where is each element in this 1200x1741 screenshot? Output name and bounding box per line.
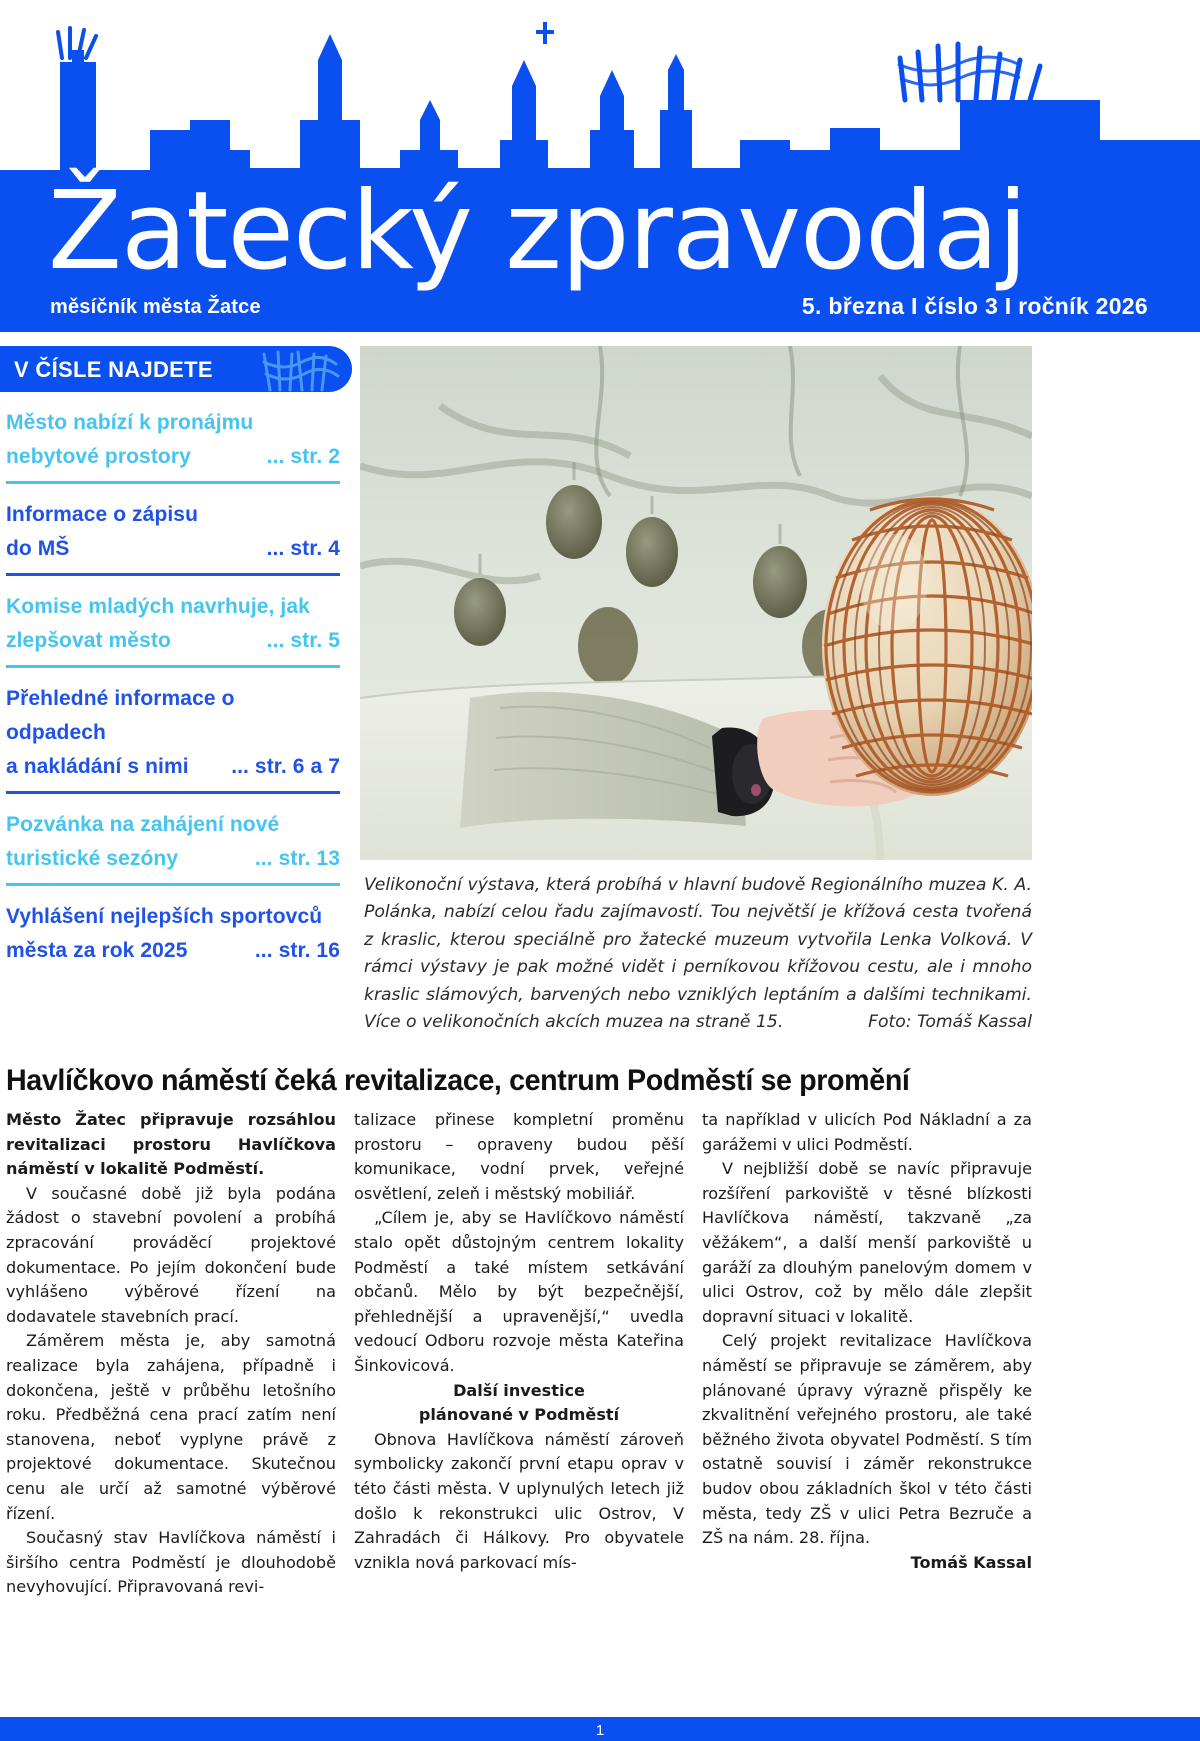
toc-item-line2: turistické sezóny	[6, 847, 179, 870]
toc-item-page: ... str. 13	[254, 847, 340, 870]
toc-divider	[6, 791, 340, 794]
toc-list	[0, 406, 352, 968]
photo-credit: Foto: Tomáš Kassal	[868, 1012, 1032, 1033]
toc-item-line1: Informace o zápisu	[6, 503, 199, 526]
publication-title: Žatecký zpravodaj	[48, 169, 1027, 294]
article-paragraph: ta například v ulicích Pod Nákladní a za garážemi v ulici Podměstí.	[702, 1110, 1032, 1154]
toc-item[interactable]	[0, 682, 352, 794]
toc-divider	[6, 665, 340, 668]
article-column-1	[6, 1108, 336, 1708]
article-paragraph: talizace přinese kompletní proměnu prostoru – opraveny budou pěší komunikace, vodní prvek, veřejné osvětlení, zeleň i městský mobiliář.	[354, 1110, 684, 1203]
article-paragraph: Současný stav Havlíčkova náměstí i širšího centra Podměstí je dlouhodobě nevyhovující. Připravovaná revi-	[6, 1528, 336, 1597]
lead-photo	[360, 346, 1032, 860]
photo-caption-text: Velikonoční výstava, která probíhá v hlavní budově Regionálního muzea K. A. Polánka, nabízí celou řadu zajímavostí. Tou největší je křížová cesta tvořená z kraslic, kterou speciálně pro žatecké muzeum vytvořila Lenka Volková. V rámci výstavy je pak možné vidět i perníkovou křížovou cestu, ale i mnoho kraslic slámových, barvených nebo vzniklých leptáním a dalšími technikami. Více o velikonočních akcích muzea na straně 15.	[364, 875, 1032, 1033]
table-of-contents	[0, 346, 352, 974]
toc-item[interactable]	[0, 808, 352, 886]
article-paragraph: Město Žatec připravuje rozsáhlou revitalizaci prostoru Havlíčkova náměstí v lokalitě Podměstí.	[6, 1110, 336, 1179]
toc-heading-label: V ČÍSLE NAJDETE	[14, 357, 213, 382]
photo-caption	[364, 872, 1032, 1036]
toc-item-line2: a nakládání s nimi	[6, 755, 189, 778]
article-paragraph: „Cílem je, aby se Havlíčkovo náměstí stalo opět důstojným centrem lokality Podměstí a také místem setkávání občanů. Mělo by být bezpečnější, přehlednější a upravenější,“ uvedla vedoucí Odboru rozvoje města Kateřina Šinkovicová.	[354, 1208, 684, 1375]
article-author: Tomáš Kassal	[910, 1552, 1032, 1572]
toc-item[interactable]	[0, 590, 352, 668]
easter-egg-photo	[360, 346, 1032, 860]
hop-vine-icon	[256, 346, 342, 392]
article-column-2	[354, 1108, 684, 1708]
toc-item-page: ... str. 6 a 7	[231, 755, 340, 778]
article-column-3	[702, 1108, 1032, 1708]
toc-item-line2: do MŠ	[6, 537, 70, 560]
toc-item-line1: Pozvánka na zahájení nové	[6, 813, 280, 836]
toc-item-line2: města za rok 2025	[6, 939, 188, 962]
toc-item-line1: Město nabízí k pronájmu	[6, 411, 254, 434]
article-body	[6, 1108, 1032, 1708]
toc-divider	[6, 481, 340, 484]
toc-item[interactable]	[0, 406, 352, 484]
toc-item[interactable]	[0, 498, 352, 576]
toc-divider	[6, 573, 340, 576]
toc-header	[0, 346, 352, 392]
toc-item-page: ... str. 4	[266, 537, 340, 560]
page-number: 1	[595, 1722, 605, 1739]
toc-item-page: ... str. 2	[266, 445, 340, 468]
article-paragraph: Obnova Havlíčkova náměstí zároveň symbolicky zakončí první etapu oprav v této části města. V uplynulých letech již došlo k rekonstrukci ulic Ostrov, V Zahradách či Hálkovy. Pro obyvatele vznikla nová parkovací mís-	[354, 1429, 684, 1572]
issue-info: 5. března I číslo 3 I ročník 2026	[801, 293, 1148, 319]
toc-item-line2: zlepšovat město	[6, 629, 171, 652]
toc-item-page: ... str. 5	[266, 629, 340, 652]
toc-divider	[6, 883, 340, 886]
toc-item-line1: Vyhlášení nejlepších sportovců	[6, 905, 323, 928]
toc-item-line1: Přehledné informace o odpadech	[6, 687, 235, 744]
article-subheading: Další investice	[453, 1380, 585, 1400]
publication-subtitle: měsíčník města Žatce	[50, 296, 261, 318]
article-paragraph: V současné době již byla podána žádost o stavební povolení a probíhá zpracování prováděcí projektové dokumentace. Po jejím dokončení bude vyhlášeno výběrové řízení na dodavatele stavebních prací.	[6, 1183, 336, 1326]
toc-item[interactable]	[0, 900, 352, 968]
masthead	[0, 0, 1200, 332]
toc-item-page: ... str. 16	[254, 939, 340, 962]
toc-item-line2: nebytové prostory	[6, 445, 191, 468]
article-headline: Havlíčkovo náměstí čeká revitalizace, centrum Podměstí se promění	[6, 1064, 910, 1097]
article-paragraph: Záměrem města je, aby samotná realizace byla zahájena, případně i dokončena, ještě v průběhu letošního roku. Předběžná cena prací zatím není stanovena, neboť vyplyne právě z projektové dokumentace. Skutečnou cenu ale určí až samotné výběrové řízení.	[6, 1331, 336, 1523]
article-paragraph: Celý projekt revitalizace Havlíčkova náměstí se připravuje se záměrem, aby plánované úpravy výrazně přispěly ke zkvalitnění veřejného prostoru, ale také běžného života obyvatel Podměstí. S tím ostatně souvisí i záměr rekonstrukce budov obou základních škol v této části města, tedy ZŠ v ulici Petra Bezruče a ZŠ na nám. 28. října.	[702, 1331, 1032, 1548]
toc-item-line1: Komise mladých navrhuje, jak	[6, 595, 310, 618]
article-subheading: plánované v Podměstí	[418, 1405, 620, 1425]
article-paragraph: V nejbližší době se navíc připravuje rozšíření parkoviště v těsné blízkosti Havlíčkova náměstí, takzvaně „za věžákem“, a další menší parkoviště u garáží za dlouhým panelovým domem v ulici Ostrov, což by mělo dále zlepšit dopravní situaci v lokalitě.	[702, 1159, 1032, 1326]
